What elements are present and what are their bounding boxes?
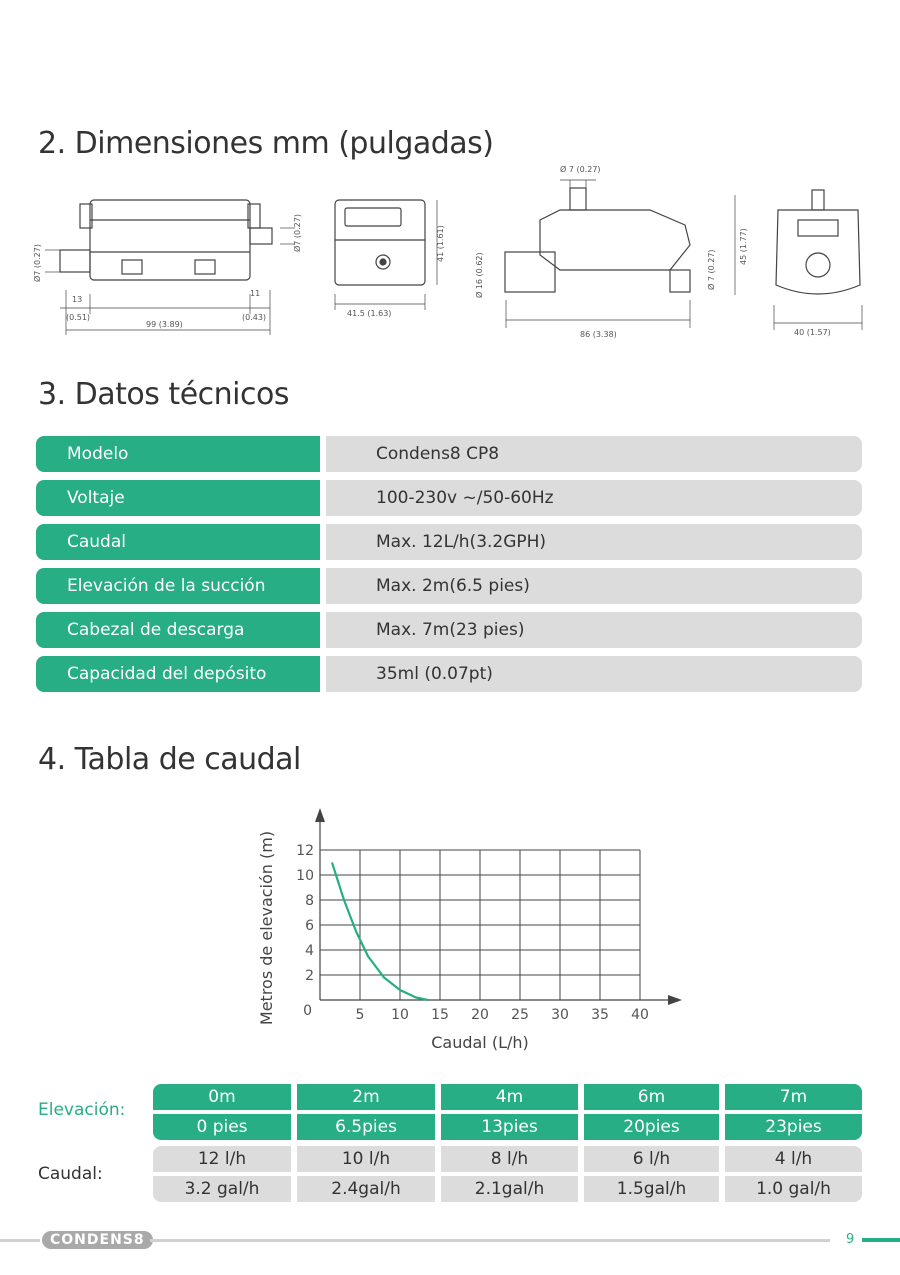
profile-phi7-top-label: Ø 7 (0.27) <box>560 165 601 174</box>
spec-value: Condens8 CP8 <box>326 436 862 472</box>
end-view-drawing <box>768 185 868 344</box>
x-tick-label: 35 <box>591 1007 609 1023</box>
profile-phi16-label: Ø 16 (0.62) <box>475 252 484 298</box>
flow-cell-gph: 1.5gal/h <box>584 1176 719 1202</box>
spec-row <box>36 524 862 560</box>
x-tick-label: 10 <box>391 1007 409 1023</box>
side-11-label: 11 <box>250 289 261 298</box>
spec-value: 100-230v ~/50-60Hz <box>326 480 862 516</box>
spec-row <box>36 568 862 604</box>
origin-label: 0 <box>303 1003 312 1019</box>
side-13-label: 13 <box>72 295 83 304</box>
flow-cell-meters: 2m <box>297 1084 435 1110</box>
spec-label: Capacidad del depósito <box>36 656 320 692</box>
footer-logo: CONDENS8 <box>42 1231 153 1249</box>
flow-title: 4. Tabla de caudal <box>38 742 301 777</box>
chart-ticks <box>296 843 649 1023</box>
y-axis-arrow <box>315 808 325 822</box>
spec-label: Voltaje <box>36 480 320 516</box>
flow-cell-lph: 8 l/h <box>441 1146 578 1172</box>
flow-cell-feet: 6.5pies <box>297 1114 435 1140</box>
x-tick-label: 40 <box>631 1007 649 1023</box>
profile-phi7-right-label: Ø 7 (0.27) <box>707 249 716 290</box>
flow-cell-gph: 3.2 gal/h <box>153 1176 291 1202</box>
flow-cell-lph: 4 l/h <box>725 1146 862 1172</box>
flow-cell-lph: 12 l/h <box>153 1146 291 1172</box>
flow-cell-feet: 0 pies <box>153 1114 291 1140</box>
x-axis-arrow <box>668 995 682 1005</box>
spec-row <box>36 436 862 472</box>
chart-grid <box>320 850 640 1000</box>
footer-accent-bar <box>862 1238 900 1242</box>
spec-value: Max. 7m(23 pies) <box>326 612 862 648</box>
chart-y-axis-label: Metros de elevación (m) <box>257 830 276 1026</box>
spec-label: Elevación de la succión <box>36 568 320 604</box>
x-tick-label: 30 <box>551 1007 569 1023</box>
spec-value: 35ml (0.07pt) <box>326 656 862 692</box>
flow-cell-meters: 4m <box>441 1084 578 1110</box>
flow-cell-lph: 6 l/h <box>584 1146 719 1172</box>
side-view-drawing <box>30 190 310 344</box>
flow-cell-feet: 20pies <box>584 1114 719 1140</box>
spec-row <box>36 656 862 692</box>
flow-cell-feet: 23pies <box>725 1114 862 1140</box>
flow-cell-feet: 13pies <box>441 1114 578 1140</box>
chart-series-line <box>332 863 428 1001</box>
y-tick-label: 2 <box>305 968 314 984</box>
front-415-label: 41.5 (1.63) <box>347 309 392 318</box>
x-tick-label: 15 <box>431 1007 449 1023</box>
flow-cell-meters: 6m <box>584 1084 719 1110</box>
side-phi7-right-label: Ø7 (0.27) <box>293 214 302 252</box>
y-tick-label: 10 <box>296 868 314 884</box>
dimensions-title: 2. Dimensiones mm (pulgadas) <box>38 126 494 161</box>
flow-chart <box>250 800 690 1060</box>
footer-divider-left <box>0 1239 40 1242</box>
spec-value: Max. 2m(6.5 pies) <box>326 568 862 604</box>
footer-divider-right <box>150 1239 830 1242</box>
profile-86-label: 86 (3.38) <box>580 330 617 339</box>
flow-cell-gph: 2.1gal/h <box>441 1176 578 1202</box>
profile-view-drawing <box>470 160 760 349</box>
tech-title: 3. Datos técnicos <box>38 377 289 412</box>
spec-label: Cabezal de descarga <box>36 612 320 648</box>
x-tick-label: 20 <box>471 1007 489 1023</box>
profile-45-label: 45 (1.77) <box>739 228 748 265</box>
spec-label: Caudal <box>36 524 320 560</box>
y-tick-label: 6 <box>305 918 314 934</box>
spec-label: Modelo <box>36 436 320 472</box>
y-tick-label: 4 <box>305 943 314 959</box>
side-043-label: (0.43) <box>242 313 267 322</box>
flow-cell-gph: 2.4gal/h <box>297 1176 435 1202</box>
y-tick-label: 8 <box>305 893 314 909</box>
end-40-label: 40 (1.57) <box>794 328 831 337</box>
flow-cell-gph: 1.0 gal/h <box>725 1176 862 1202</box>
spec-value: Max. 12L/h(3.2GPH) <box>326 524 862 560</box>
x-tick-label: 5 <box>355 1007 365 1023</box>
flow-cell-meters: 0m <box>153 1084 291 1110</box>
chart-x-axis-label: Caudal (L/h) <box>431 1033 529 1052</box>
flow-cell-lph: 10 l/h <box>297 1146 435 1172</box>
flow-cell-meters: 7m <box>725 1084 862 1110</box>
spec-row <box>36 480 862 516</box>
chart-series <box>332 863 428 1001</box>
elevation-label: Elevación: <box>38 1100 126 1120</box>
front-41-label: 41 (1.61) <box>436 225 445 262</box>
y-tick-label: 12 <box>296 843 314 859</box>
front-view-drawing <box>325 190 455 324</box>
side-phi7-label: Ø7 (0.27) <box>33 244 42 282</box>
side-99-label: 99 (3.89) <box>146 320 183 329</box>
flow-label: Caudal: <box>38 1164 103 1184</box>
spec-row <box>36 612 862 648</box>
x-tick-label: 25 <box>511 1007 529 1023</box>
side-051-label: (0.51) <box>66 313 91 322</box>
page-number: 9 <box>846 1232 855 1247</box>
